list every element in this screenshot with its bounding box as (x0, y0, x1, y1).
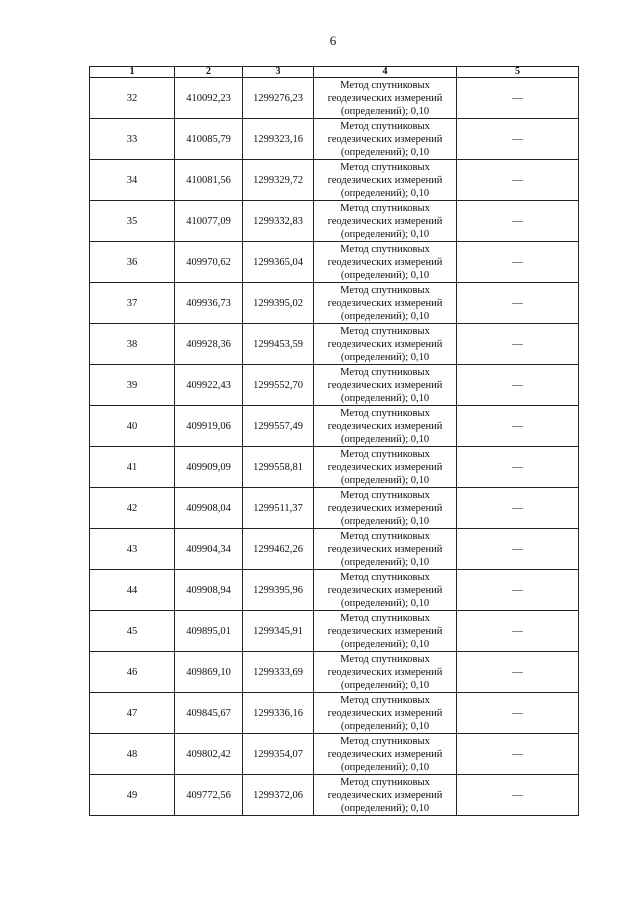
dash-mark: — (512, 748, 523, 760)
method-line: Метод спутниковых (340, 366, 430, 378)
dash-mark: — (512, 92, 523, 104)
point-number-cell: 39 (90, 365, 175, 406)
x-coordinate-cell: 409919,06 (175, 406, 243, 447)
column-5-cell (457, 529, 579, 570)
method-cell (314, 611, 457, 652)
method-cell (314, 283, 457, 324)
y-coordinate-cell: 1299453,59 (243, 324, 314, 365)
method-cell (314, 242, 457, 283)
x-coordinate-cell: 409909,09 (175, 447, 243, 488)
column-5-cell (457, 570, 579, 611)
x-coordinate-cell: 409936,73 (175, 283, 243, 324)
x-coordinate-cell: 409970,62 (175, 242, 243, 283)
method-line: Метод спутниковых (340, 694, 430, 706)
column-5-cell (457, 365, 579, 406)
y-coordinate-cell: 1299336,16 (243, 693, 314, 734)
method-line: Метод спутниковых (340, 325, 430, 337)
point-number-cell: 35 (90, 201, 175, 242)
dash-mark: — (512, 379, 523, 391)
y-coordinate-cell: 1299395,96 (243, 570, 314, 611)
column-5-cell (457, 488, 579, 529)
table-row (90, 160, 579, 201)
method-line: (определений); 0,10 (340, 761, 430, 773)
x-coordinate-cell: 409895,01 (175, 611, 243, 652)
method-line: Метод спутниковых (340, 120, 430, 132)
x-coordinate-cell: 409772,56 (175, 775, 243, 816)
x-coordinate-cell: 410081,56 (175, 160, 243, 201)
y-coordinate-cell: 1299372,06 (243, 775, 314, 816)
header-col-4: 4 (314, 67, 457, 78)
y-coordinate-cell: 1299558,81 (243, 447, 314, 488)
method-cell (314, 160, 457, 201)
column-5-cell (457, 283, 579, 324)
x-coordinate-cell: 410085,79 (175, 119, 243, 160)
method-line: геодезических измерений (327, 666, 443, 678)
table-row (90, 406, 579, 447)
method-cell (314, 529, 457, 570)
dash-mark: — (512, 297, 523, 309)
table-header-row (90, 67, 579, 78)
method-line: (определений); 0,10 (340, 638, 430, 650)
method-cell (314, 447, 457, 488)
y-coordinate-cell: 1299329,72 (243, 160, 314, 201)
method-cell (314, 652, 457, 693)
dash-mark: — (512, 256, 523, 268)
method-line: (определений); 0,10 (340, 515, 430, 527)
x-coordinate-cell: 409922,43 (175, 365, 243, 406)
method-line: (определений); 0,10 (340, 310, 430, 322)
method-cell (314, 693, 457, 734)
method-line: (определений); 0,10 (340, 228, 430, 240)
method-cell (314, 734, 457, 775)
table-row (90, 652, 579, 693)
method-line: (определений); 0,10 (340, 433, 430, 445)
method-cell (314, 324, 457, 365)
dash-mark: — (512, 461, 523, 473)
point-number-cell: 43 (90, 529, 175, 570)
method-line: Метод спутниковых (340, 653, 430, 665)
method-line: геодезических измерений (327, 256, 443, 268)
method-line: Метод спутниковых (340, 202, 430, 214)
method-line: (определений); 0,10 (340, 679, 430, 691)
method-cell (314, 119, 457, 160)
table-row (90, 570, 579, 611)
table-row (90, 119, 579, 160)
x-coordinate-cell: 409908,94 (175, 570, 243, 611)
method-line: (определений); 0,10 (340, 146, 430, 158)
method-line: Метод спутниковых (340, 448, 430, 460)
column-5-cell (457, 324, 579, 365)
table-row (90, 365, 579, 406)
y-coordinate-cell: 1299276,23 (243, 78, 314, 119)
point-number-cell: 40 (90, 406, 175, 447)
y-coordinate-cell: 1299354,07 (243, 734, 314, 775)
dash-mark: — (512, 666, 523, 678)
method-line: Метод спутниковых (340, 407, 430, 419)
method-line: геодезических измерений (327, 420, 443, 432)
column-5-cell (457, 242, 579, 283)
method-line: Метод спутниковых (340, 243, 430, 255)
column-5-cell (457, 652, 579, 693)
dash-mark: — (512, 625, 523, 637)
method-line: Метод спутниковых (340, 530, 430, 542)
y-coordinate-cell: 1299557,49 (243, 406, 314, 447)
point-number-cell: 34 (90, 160, 175, 201)
method-cell (314, 78, 457, 119)
method-line: геодезических измерений (327, 789, 443, 801)
column-5-cell (457, 734, 579, 775)
dash-mark: — (512, 789, 523, 801)
x-coordinate-cell: 409904,34 (175, 529, 243, 570)
y-coordinate-cell: 1299333,69 (243, 652, 314, 693)
column-5-cell (457, 693, 579, 734)
method-line: геодезических измерений (327, 338, 443, 350)
y-coordinate-cell: 1299323,16 (243, 119, 314, 160)
point-number-cell: 44 (90, 570, 175, 611)
point-number-cell: 41 (90, 447, 175, 488)
table-row (90, 529, 579, 570)
table-row (90, 201, 579, 242)
y-coordinate-cell: 1299395,02 (243, 283, 314, 324)
method-cell (314, 570, 457, 611)
point-number-cell: 48 (90, 734, 175, 775)
method-line: (определений); 0,10 (340, 474, 430, 486)
column-5-cell (457, 406, 579, 447)
method-line: (определений); 0,10 (340, 187, 430, 199)
table-row (90, 242, 579, 283)
method-line: геодезических измерений (327, 297, 443, 309)
method-line: геодезических измерений (327, 92, 443, 104)
x-coordinate-cell: 409908,04 (175, 488, 243, 529)
method-line: геодезических измерений (327, 625, 443, 637)
method-cell (314, 406, 457, 447)
x-coordinate-cell: 409928,36 (175, 324, 243, 365)
point-number-cell: 42 (90, 488, 175, 529)
dash-mark: — (512, 174, 523, 186)
method-line: (определений); 0,10 (340, 556, 430, 568)
column-5-cell (457, 78, 579, 119)
table-row (90, 324, 579, 365)
method-line: геодезических измерений (327, 543, 443, 555)
dash-mark: — (512, 420, 523, 432)
dash-mark: — (512, 502, 523, 514)
table-row (90, 78, 579, 119)
method-cell (314, 488, 457, 529)
method-line: геодезических измерений (327, 174, 443, 186)
method-line: геодезических измерений (327, 707, 443, 719)
column-5-cell (457, 160, 579, 201)
x-coordinate-cell: 410092,23 (175, 78, 243, 119)
method-line: (определений); 0,10 (340, 351, 430, 363)
dash-mark: — (512, 707, 523, 719)
method-line: геодезических измерений (327, 215, 443, 227)
method-line: Метод спутниковых (340, 612, 430, 624)
table-row (90, 775, 579, 816)
column-5-cell (457, 119, 579, 160)
column-5-cell (457, 201, 579, 242)
table-row (90, 734, 579, 775)
header-col-3: 3 (243, 67, 314, 78)
y-coordinate-cell: 1299365,04 (243, 242, 314, 283)
point-number-cell: 33 (90, 119, 175, 160)
x-coordinate-cell: 409869,10 (175, 652, 243, 693)
method-line: геодезических измерений (327, 748, 443, 760)
table-row (90, 283, 579, 324)
method-cell (314, 365, 457, 406)
dash-mark: — (512, 584, 523, 596)
x-coordinate-cell: 409802,42 (175, 734, 243, 775)
point-number-cell: 32 (90, 78, 175, 119)
method-line: Метод спутниковых (340, 571, 430, 583)
method-line: (определений); 0,10 (340, 392, 430, 404)
column-5-cell (457, 447, 579, 488)
column-5-cell (457, 611, 579, 652)
y-coordinate-cell: 1299462,26 (243, 529, 314, 570)
method-line: Метод спутниковых (340, 776, 430, 788)
method-line: Метод спутниковых (340, 79, 430, 91)
y-coordinate-cell: 1299511,37 (243, 488, 314, 529)
y-coordinate-cell: 1299332,83 (243, 201, 314, 242)
point-number-cell: 49 (90, 775, 175, 816)
y-coordinate-cell: 1299552,70 (243, 365, 314, 406)
method-line: Метод спутниковых (340, 161, 430, 173)
method-line: Метод спутниковых (340, 735, 430, 747)
method-line: (определений); 0,10 (340, 802, 430, 814)
header-col-1: 1 (90, 67, 175, 78)
table-row (90, 447, 579, 488)
method-line: Метод спутниковых (340, 284, 430, 296)
x-coordinate-cell: 409845,67 (175, 693, 243, 734)
table-row (90, 693, 579, 734)
point-number-cell: 46 (90, 652, 175, 693)
y-coordinate-cell: 1299345,91 (243, 611, 314, 652)
table-row (90, 611, 579, 652)
method-line: геодезических измерений (327, 379, 443, 391)
method-line: геодезических измерений (327, 461, 443, 473)
dash-mark: — (512, 338, 523, 350)
table-body (90, 78, 579, 816)
point-number-cell: 38 (90, 324, 175, 365)
method-line: геодезических измерений (327, 584, 443, 596)
method-cell (314, 201, 457, 242)
method-line: (определений); 0,10 (340, 597, 430, 609)
method-line: (определений); 0,10 (340, 269, 430, 281)
dash-mark: — (512, 215, 523, 227)
dash-mark: — (512, 133, 523, 145)
point-number-cell: 37 (90, 283, 175, 324)
point-number-cell: 45 (90, 611, 175, 652)
column-5-cell (457, 775, 579, 816)
method-line: геодезических измерений (327, 133, 443, 145)
method-line: (определений); 0,10 (340, 105, 430, 117)
point-number-cell: 47 (90, 693, 175, 734)
method-line: (определений); 0,10 (340, 720, 430, 732)
dash-mark: — (512, 543, 523, 555)
header-col-5: 5 (457, 67, 579, 78)
page-number: 6 (329, 33, 337, 48)
table-row (90, 488, 579, 529)
coordinates-table (89, 66, 579, 816)
point-number-cell: 36 (90, 242, 175, 283)
method-cell (314, 775, 457, 816)
method-line: геодезических измерений (327, 502, 443, 514)
method-line: Метод спутниковых (340, 489, 430, 501)
x-coordinate-cell: 410077,09 (175, 201, 243, 242)
header-col-2: 2 (175, 67, 243, 78)
